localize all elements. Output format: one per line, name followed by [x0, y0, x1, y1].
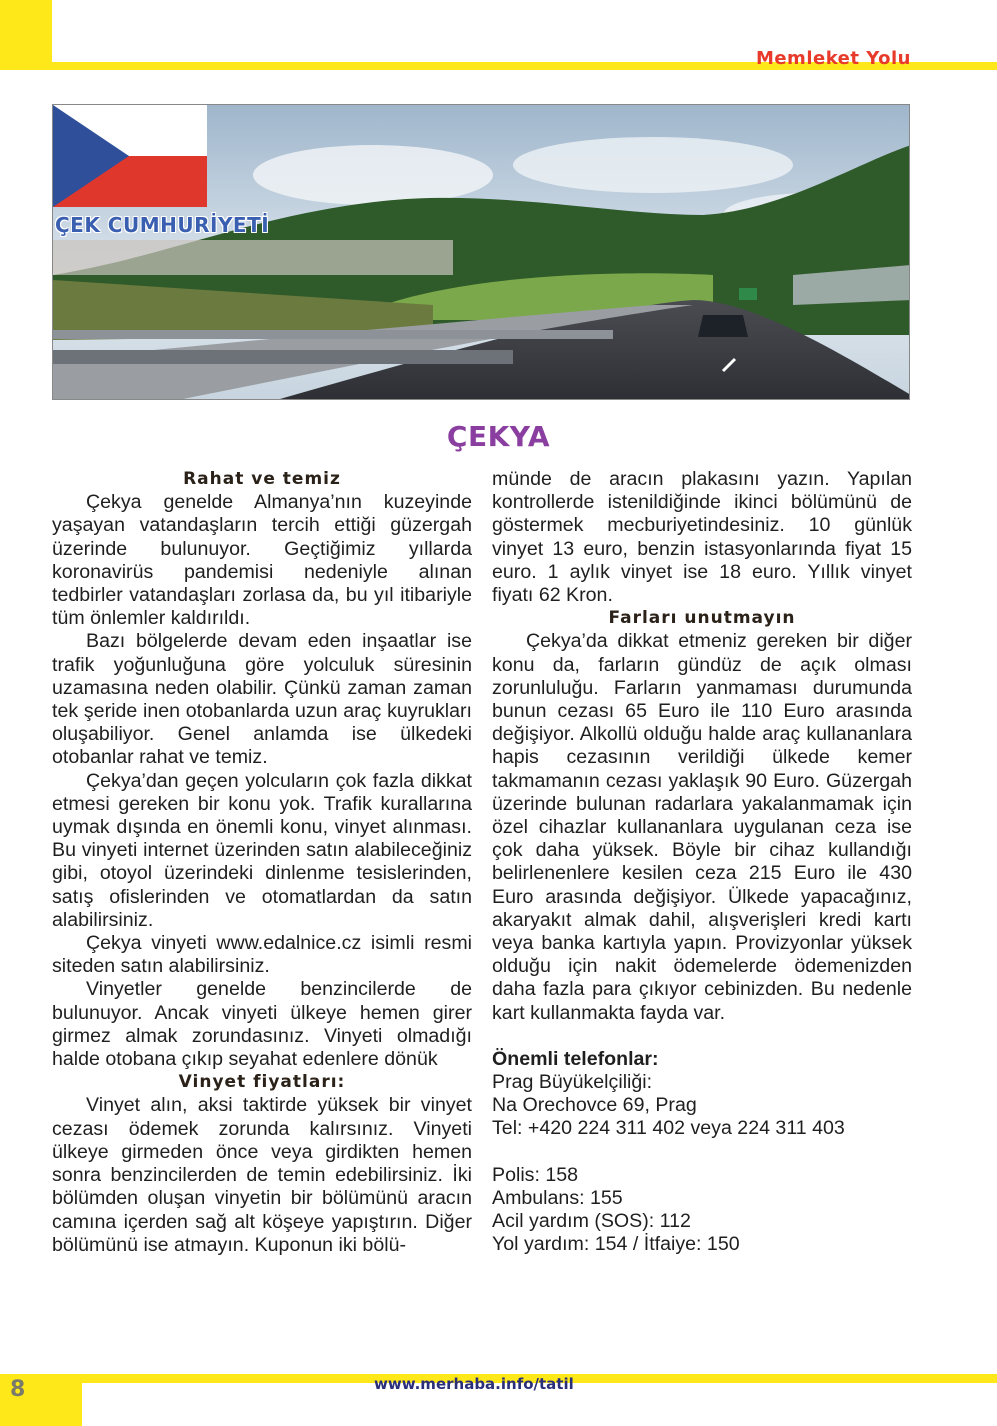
- phones-title: Önemli telefonlar:: [492, 1047, 659, 1070]
- paragraph: Çekya’da dikkat etmeniz gereken bir diğer konu da, farların gündüz de açık olması zorunluluğu. Farların yanmaması durumunda bunun cezası 65 Euro ile 110 Euro arasında değişiyor. Alkollü olduğu halde araç kullananlara hapis cezasının verildiği ülkede kemer takmamanın cezası yaklaşık 90 Euro. Güzergah üzerinde bulunan radarlara yakalanmamak için özel cihazlar kullananlara uygulanan ceza ise çok daha yüksek. Böyle bir cihaz kullandığı belirlenenlere kesilen ceza 215 Euro ile 430 Euro arasında değişiyor. Ülkede yapacağınız, akaryakıt almak dahil, alışverişleri kredi kartı veya banka kartıyla yapın. Provizyonlar yüksek olduğu için nakit ödemelerde ödemenizden daha fazla para çıkıyor cebinizden. Bu nedenle kart kullanmakta fayda var.: [492, 630, 912, 1024]
- subhead-farlari-unutmayin: Farları unutmayın: [608, 608, 796, 629]
- paragraph: Çekya genelde Almanya’nın kuzeyinde yaşayan vatandaşların tercih ettiği güzergah üzerinde bulunuyor. Geçtiğimiz yıllarda koronavirüs pandemisi nedeniyle alınan tedbirler vatandaşları zorlasa da, bu yıl itibariyle tüm önlemler kaldırıldı.: [52, 491, 472, 630]
- paragraph: Çekya vinyeti www.edalnice.cz isimli resmi siteden satın alabilirsiniz.: [52, 932, 472, 978]
- paragraph: Çekya’dan geçen yolcuların çok fazla dikkat etmesi gereken bir konu yok. Trafik kurallarına uymak dışında en önemli konu, vinyet alınması. Bu vinyeti internet üzerinden satın alabileceğiniz gibi, otoyol üzerindeki dinlenme tesislerinden, satış ofislerinden ve otomatlardan da satın alabilirsiniz.: [52, 769, 472, 931]
- country-title: ÇEK CUMHURİYETİ: [55, 213, 270, 237]
- paragraph: Bazı bölgelerde devam eden inşaatlar ise trafik yoğunluğuna göre yolculuk süresinin uzamasına neden olabilir. Çünkü zaman zaman tek şeride inen otobanlarda uzun araç kuyrukları oluşabiliyor. Genel anlamda ise ülkedeki otobanlar rahat ve temiz.: [52, 630, 472, 769]
- header-yellow-block: [0, 0, 52, 70]
- footer-url-link[interactable]: www.merhaba.info/tatil: [374, 1375, 574, 1393]
- paragraph: Vinyetler genelde benzincilerde de bulunuyor. Ancak vinyeti ülkeye hemen girer girmez almak zorundasınız. Vinyeti olmadığı halde otobana çıkıp seyahat edenlere dönük: [52, 978, 472, 1071]
- hero-image: [52, 104, 910, 400]
- subhead-rahat-ve-temiz: Rahat ve temiz: [183, 469, 341, 489]
- phone-road-fire: Yol yardım: 154 / İtfaiye: 150: [492, 1233, 740, 1256]
- section-label: Memleket Yolu: [755, 48, 911, 69]
- important-phones: [492, 1048, 912, 1257]
- subhead-vinyet-fiyatlari: Vinyet fiyatları:: [178, 1072, 346, 1093]
- article-left-column: [52, 468, 472, 1257]
- car: [698, 315, 748, 337]
- embassy-tel: Tel: +420 224 311 402 veya 224 311 403: [492, 1117, 845, 1140]
- page-number: 8: [10, 1377, 26, 1402]
- embassy-address: Na Orechovce 69, Prag: [492, 1094, 697, 1117]
- article-right-column: [492, 468, 912, 1257]
- phone-ambulance: Ambulans: 155: [492, 1186, 623, 1209]
- paragraph-continued: münde de aracın plakasını yazın. Yapılan kontrollerde istenildiğinde ikinci bölümünü de göstermek mecburiyetindesiniz. 10 günlük vinyet 13 euro, benzin istasyonlarında fiyat 15 euro. 1 aylık vinyet ise 18 euro. Yıllık vinyet fiyatı 62 Kron.: [492, 468, 912, 607]
- paragraph: Vinyet alın, aksi taktirde yüksek bir vinyet cezası ödemek zorunda kalırsınız. Vinyeti ülkeye girmeden önce veya girdikten hemen sonra benzincilerden de temin edebilirsiniz. İki bölümden oluşan vinyetin bir bölümünü aracın camına içerden sağ alt köşeye yapıştırın. Diğer bölümünü ise atmayın. Kuponun iki bölü-: [52, 1094, 472, 1256]
- czech-flag-icon: [53, 105, 207, 207]
- phone-police: Polis: 158: [492, 1163, 579, 1186]
- article-title: ÇEKYA: [446, 420, 551, 453]
- phone-sos: Acil yardım (SOS): 112: [492, 1210, 691, 1233]
- embassy-name: Prag Büyükelçiliği:: [492, 1071, 653, 1094]
